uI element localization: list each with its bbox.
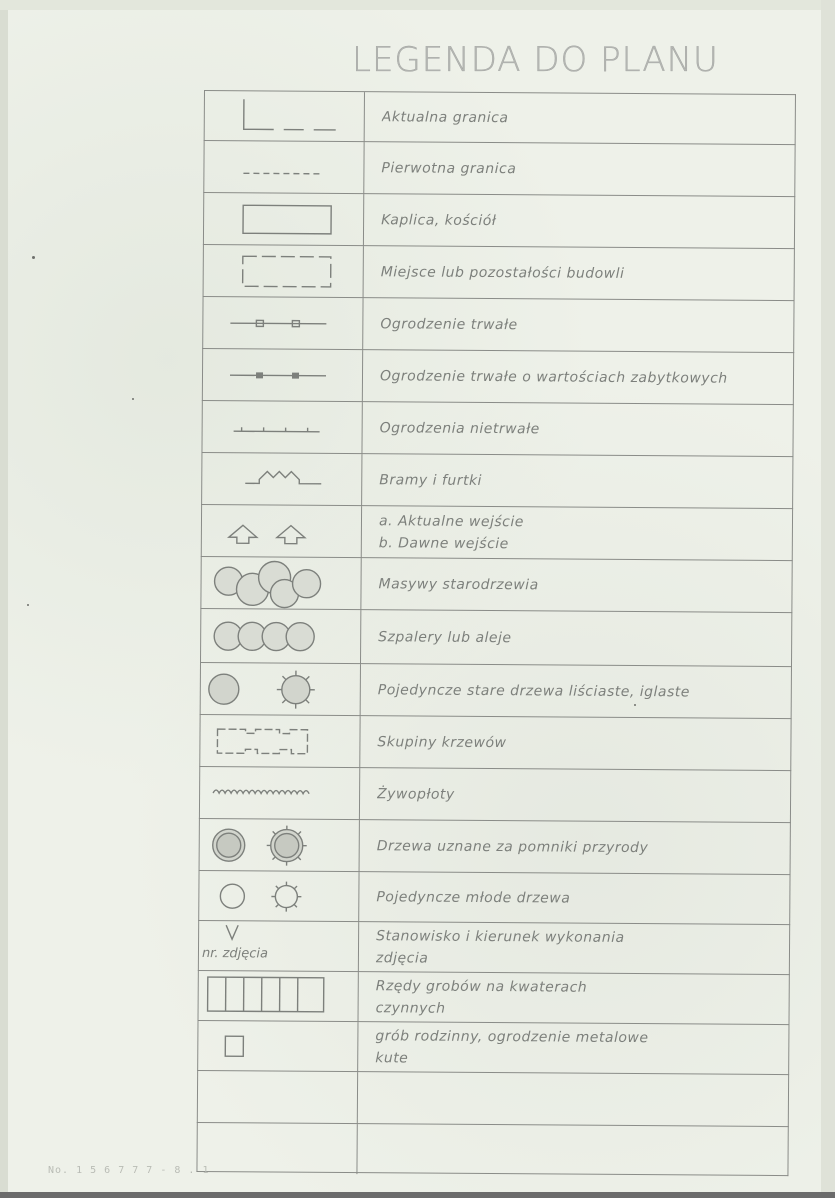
legend-symbol-chapel xyxy=(203,193,364,246)
legend-symbol-original-boundary xyxy=(203,141,364,194)
page-edge-top xyxy=(0,0,835,10)
legend-description xyxy=(375,1022,785,1075)
legend-description-line: Kaplica, kościół xyxy=(381,212,497,230)
legend-description xyxy=(379,402,789,457)
legend-description-line: b. Dawne wejście xyxy=(378,535,509,553)
legend-symbol-empty xyxy=(197,1071,358,1124)
legend-row xyxy=(203,192,795,249)
legend-description-line: Aktualna granica xyxy=(381,109,509,127)
legend-row xyxy=(203,140,795,197)
legend-symbol-photo-point xyxy=(198,921,359,972)
legend-row xyxy=(203,244,795,301)
legend-description xyxy=(380,350,790,405)
legend-row xyxy=(198,970,790,1025)
legend-symbol-nature-monuments xyxy=(199,819,360,872)
legend-description xyxy=(377,716,787,771)
paper-speck xyxy=(32,256,35,259)
legend-symbol-young-trees xyxy=(198,871,359,922)
legend-row xyxy=(202,296,794,353)
legend-description-line: Pierwotna granica xyxy=(381,160,517,178)
paper-speck xyxy=(27,604,29,606)
photo-number-label: nr. zdjęcia xyxy=(201,946,269,962)
legend-symbol-entrances xyxy=(201,505,362,558)
legend-description xyxy=(378,558,788,613)
legend-symbol-gates xyxy=(201,453,362,506)
legend-description xyxy=(382,92,792,145)
legend-description-line: Masywy starodrzewia xyxy=(378,576,539,594)
legend-description-line: Bramy i furtki xyxy=(379,472,483,489)
legend-description-line: czynnych xyxy=(375,1000,446,1017)
legend-row xyxy=(198,870,790,925)
legend-description xyxy=(381,194,791,249)
legend-description-line: Miejsce lub pozostałości budowli xyxy=(380,264,625,282)
legend-description xyxy=(377,820,787,875)
legend-symbol-fence-historic xyxy=(202,349,363,402)
legend-description-line: Ogrodzenia nietrwałe xyxy=(379,420,540,438)
legend-description-line: Szpalery lub aleje xyxy=(378,629,512,647)
paper-speck xyxy=(132,398,134,400)
legend-description-line: Ogrodzenie trwałe xyxy=(380,316,518,334)
legend-symbol-tree-rows xyxy=(200,609,361,664)
legend-row xyxy=(200,662,792,719)
legend-description-line: Drzewa uznane za pomniki przyrody xyxy=(376,838,649,857)
legend-description xyxy=(376,922,786,975)
legend-description-line: a. Aktualne wejście xyxy=(378,513,524,531)
legend-row xyxy=(202,348,794,405)
legend-description xyxy=(381,246,791,301)
legend-row xyxy=(199,818,791,875)
page-title-text: LEGENDA DO PLANU xyxy=(352,40,719,80)
legend-description-line: Rzędy grobów na kwaterach xyxy=(375,978,588,996)
legend-row xyxy=(201,504,793,561)
legend-row xyxy=(200,608,792,667)
legend-description xyxy=(379,454,789,509)
page-edge-left xyxy=(0,0,8,1198)
legend-symbol-old-trees-mass xyxy=(200,557,361,610)
legend-description xyxy=(376,872,786,925)
legend-symbol-family-grave xyxy=(197,1021,358,1072)
paper-speck xyxy=(634,704,636,706)
page-edge-bottom xyxy=(0,1192,835,1198)
legend-description xyxy=(378,664,788,719)
legend-description-line: zdjęcia xyxy=(375,950,429,967)
legend-description-line: grób rodzinny, ogrodzenie metalowe xyxy=(375,1028,649,1047)
legend-row xyxy=(201,400,793,457)
legend-description-line: Skupiny krzewów xyxy=(377,734,507,752)
legend-description xyxy=(375,972,785,1025)
legend-description xyxy=(374,1124,784,1177)
legend-description xyxy=(378,610,788,667)
legend-row xyxy=(197,1070,789,1127)
legend-description-line xyxy=(375,1098,785,1101)
legend-row xyxy=(196,1122,788,1177)
legend-description-line: Ogrodzenie trwałe o wartościach zabytkowych xyxy=(379,368,728,387)
legend-row xyxy=(197,1020,789,1075)
legend-symbol-hedges xyxy=(199,767,360,820)
legend-symbol-single-old-trees xyxy=(200,663,361,716)
legend-row xyxy=(200,556,792,613)
legend-description-line xyxy=(375,1149,785,1152)
legend-row xyxy=(199,766,791,823)
legend-symbol-building-remains xyxy=(203,245,364,298)
legend-row xyxy=(201,452,793,509)
legend-table xyxy=(196,90,796,1176)
legend-description-line: Żywopłoty xyxy=(377,786,455,803)
legend-description xyxy=(381,142,791,197)
legend-symbol-current-boundary xyxy=(204,91,365,142)
legend-description-line: Pojedyncze stare drzewa liściaste, iglaste xyxy=(377,682,690,701)
legend-description-line: Pojedyncze młode drzewa xyxy=(376,889,571,907)
legend-symbol-fence-permanent xyxy=(202,297,363,350)
legend-symbol-shrub-groups xyxy=(199,715,360,768)
legend-description xyxy=(377,768,787,823)
legend-symbol-grave-rows xyxy=(198,971,359,1022)
legend-description-line: kute xyxy=(375,1050,409,1067)
legend-description xyxy=(375,1072,785,1127)
legend-description-line: Stanowisko i kierunek wykonania xyxy=(376,928,625,946)
legend-description xyxy=(379,506,789,561)
legend-symbol-fence-temporary xyxy=(201,401,362,454)
page-edge-right xyxy=(821,0,835,1198)
legend-row xyxy=(198,920,790,975)
legend-row xyxy=(204,90,796,145)
legend-symbol-empty xyxy=(196,1123,357,1174)
legend-description xyxy=(380,298,790,353)
legend-row xyxy=(199,714,791,771)
archive-mark: No. 1 5 6 7 7 7 - 8 . 1 xyxy=(48,1165,210,1176)
page-title xyxy=(352,40,772,80)
